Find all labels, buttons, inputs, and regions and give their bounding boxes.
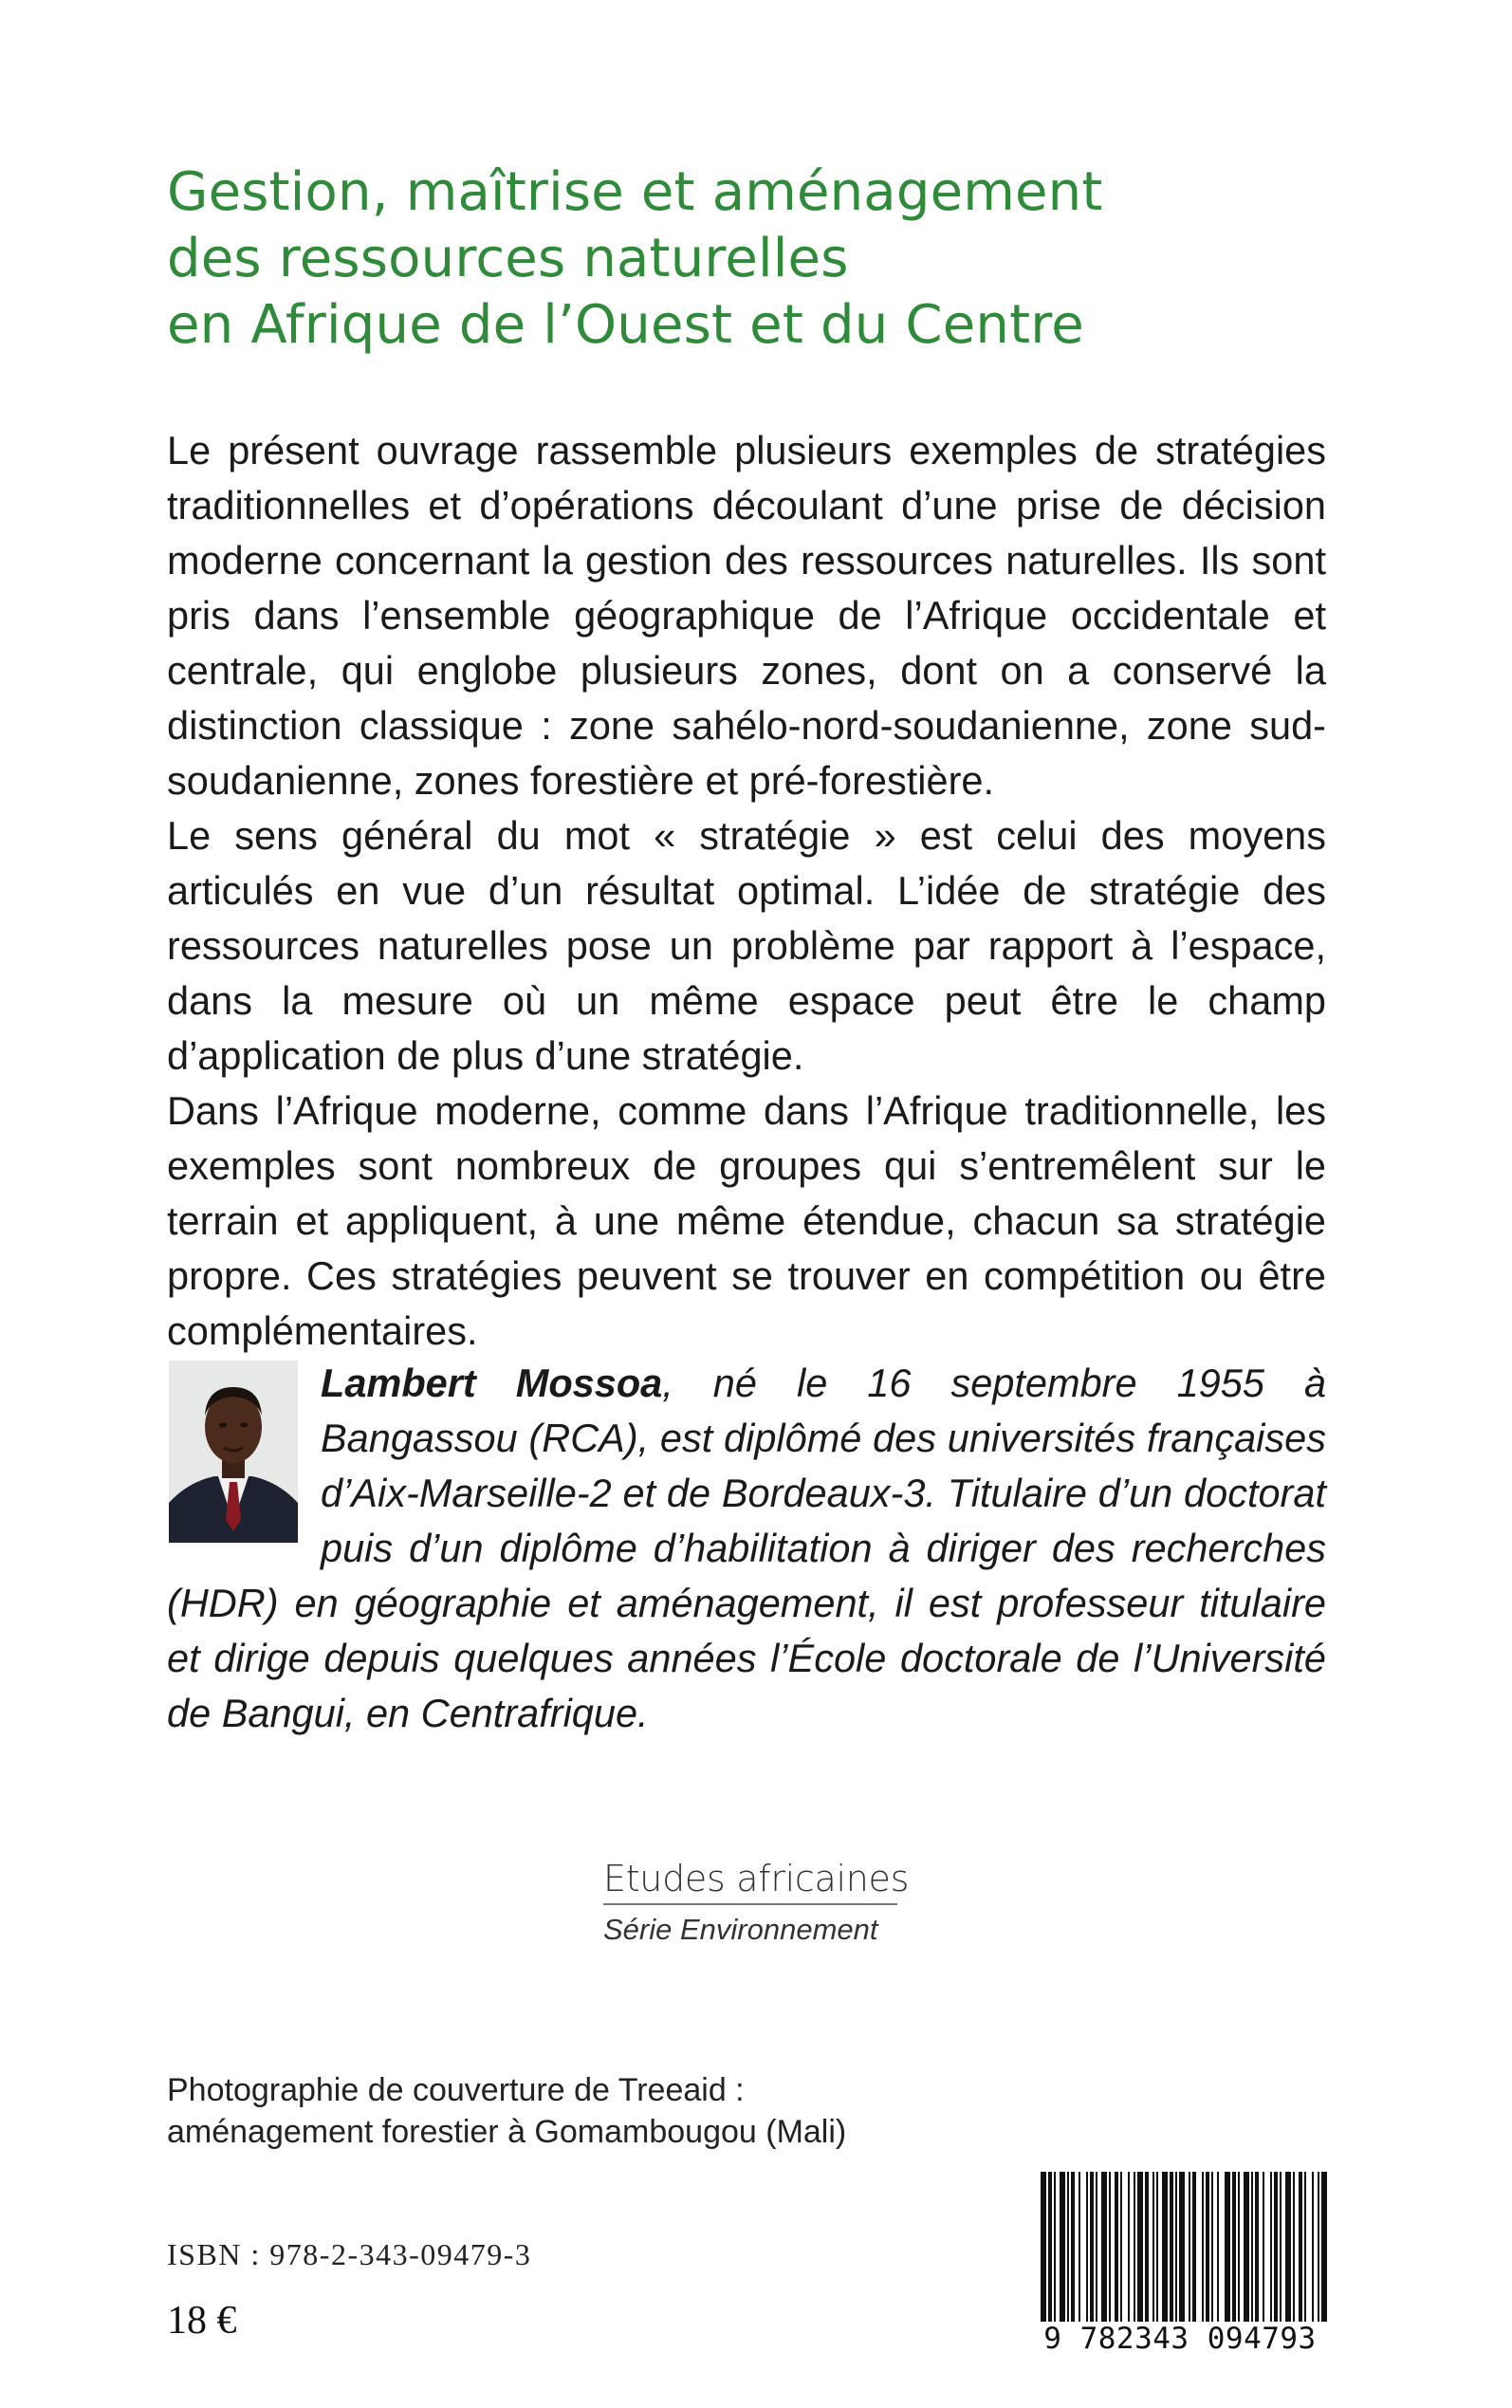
barcode-bar bbox=[1179, 2172, 1185, 2322]
isbn: ISBN : 978-2-343-09479-3 bbox=[167, 2237, 532, 2271]
barcode-bar bbox=[1202, 2172, 1204, 2322]
book-title bbox=[167, 159, 1353, 359]
barcode-bar bbox=[1137, 2172, 1143, 2322]
barcode-bar bbox=[1255, 2172, 1259, 2322]
barcode-bar bbox=[1162, 2172, 1168, 2322]
barcode-bar bbox=[1067, 2172, 1069, 2322]
series-title: Etudes africaines bbox=[603, 1858, 910, 1899]
barcode-bar bbox=[1274, 2172, 1278, 2322]
series-block bbox=[603, 1858, 910, 1947]
barcode-bar bbox=[1312, 2172, 1314, 2322]
barcode-bar bbox=[1270, 2172, 1272, 2322]
barcode-bar bbox=[1145, 2172, 1149, 2322]
barcode-bar bbox=[1263, 2172, 1264, 2322]
barcode-bar bbox=[1280, 2172, 1282, 2322]
photo-credit bbox=[167, 2069, 1021, 2153]
barcode-bar bbox=[1090, 2172, 1094, 2322]
barcode-bar bbox=[1318, 2172, 1319, 2322]
barcode-bar bbox=[1156, 2172, 1158, 2322]
barcode-bar bbox=[1120, 2172, 1122, 2322]
author-bio bbox=[167, 1356, 1326, 1741]
series-subtitle: Série Environnement bbox=[603, 1913, 878, 1946]
barcode-bar bbox=[1225, 2172, 1230, 2322]
barcode-bar bbox=[1152, 2172, 1154, 2322]
credit-line-2: aménagement forestier à Gomambougou (Mali) bbox=[167, 2114, 847, 2150]
price: 18 € bbox=[167, 2299, 237, 2343]
barcode-bar bbox=[1086, 2172, 1088, 2322]
barcode-bar bbox=[1079, 2172, 1080, 2322]
barcode-bar bbox=[1134, 2172, 1135, 2322]
barcode-bar bbox=[1071, 2172, 1075, 2322]
barcode-bar bbox=[1175, 2172, 1177, 2322]
barcode bbox=[1022, 2170, 1338, 2356]
barcode-digits: 9 782343 094793 bbox=[1022, 2322, 1338, 2356]
barcode-bar bbox=[1189, 2172, 1190, 2322]
barcode-bar bbox=[1232, 2172, 1236, 2322]
summary-paragraph-2: Le sens général du mot « stratégie » est celui des moyens articulés en vue d’un résultat optimal. L’idée de stratégie des ressources naturelles pose un problème par rapport à l’espace, dans la mesure où un même espace peut être le champ d’application de plus d’une stratégie. bbox=[167, 813, 1326, 1078]
barcode-bar bbox=[1170, 2172, 1173, 2322]
author-bio-text: , né le 16 septembre 1955 à Bangassou (RCA), est diplômé des universités françaises d’Aix-Marseille-2 et de Bordeaux-3. Titulaire d’un doctorat puis d’un diplôme d’habilitation à diriger des recherches (HDR) en géographie et aménagement, il est professeur titulaire et dirige depuis quelques années l’École doctorale de l’Université de Bangui, en Centrafrique. bbox=[167, 1361, 1326, 1735]
barcode-bar bbox=[1211, 2172, 1213, 2322]
barcode-bar bbox=[1096, 2172, 1097, 2322]
barcode-bar bbox=[1293, 2172, 1295, 2322]
barcode-bar bbox=[1060, 2172, 1065, 2322]
barcode-bar bbox=[1299, 2172, 1302, 2322]
barcode-bar bbox=[1054, 2172, 1056, 2322]
barcode-bar bbox=[1206, 2172, 1209, 2322]
barcode-bar bbox=[1109, 2172, 1111, 2322]
barcode-bar bbox=[1192, 2172, 1196, 2322]
barcode-bar bbox=[1048, 2172, 1052, 2322]
barcode-bar bbox=[1041, 2172, 1046, 2322]
title-line-3: en Afrique de l’Ouest et du Centre bbox=[167, 294, 1084, 356]
book-summary bbox=[167, 423, 1326, 1359]
barcode-bar bbox=[1321, 2172, 1327, 2322]
barcode-bar bbox=[1217, 2172, 1219, 2322]
summary-paragraph-3: Dans l’Afrique moderne, comme dans l’Afrique traditionnelle, les exemples sont nombreux de groupes qui s’entremêlent sur le terrain et appliquent, à une même étendue, chacun sa stratégie propre. Ces stratégies peuvent se trouver en compétition ou être complémentaires. bbox=[167, 1088, 1326, 1353]
barcode-bar bbox=[1244, 2172, 1249, 2322]
author-name: Lambert Mossoa bbox=[321, 1361, 663, 1405]
barcode-bar bbox=[1128, 2172, 1130, 2322]
barcode-bar bbox=[1251, 2172, 1253, 2322]
barcode-bar bbox=[1238, 2172, 1240, 2322]
barcode-bar bbox=[1304, 2172, 1306, 2322]
barcode-bar bbox=[1115, 2172, 1118, 2322]
summary-paragraph-1: Le présent ouvrage rassemble plusieurs exemples de stratégies traditionnelles et d’opérations découlant d’une prise de décision moderne concernant la gestion des ressources naturelles. Ils sont pris dans l’ensemble géographique de l’Afrique occidentale et centrale, qui englobe plusieurs zones, dont on a conservé la distinction classique : zone sahélo-nord-soudanienne, zone sud-soudanienne, zones forestière et pré-forestière. bbox=[167, 428, 1326, 803]
barcode-bar bbox=[1285, 2172, 1291, 2322]
barcode-bar bbox=[1101, 2172, 1107, 2322]
title-line-1: Gestion, maîtrise et aménagement bbox=[167, 161, 1103, 223]
series-divider bbox=[603, 1903, 897, 1905]
title-line-2: des ressources naturelles bbox=[167, 228, 849, 289]
credit-line-1: Photographie de couverture de Treeaid : bbox=[167, 2072, 745, 2108]
